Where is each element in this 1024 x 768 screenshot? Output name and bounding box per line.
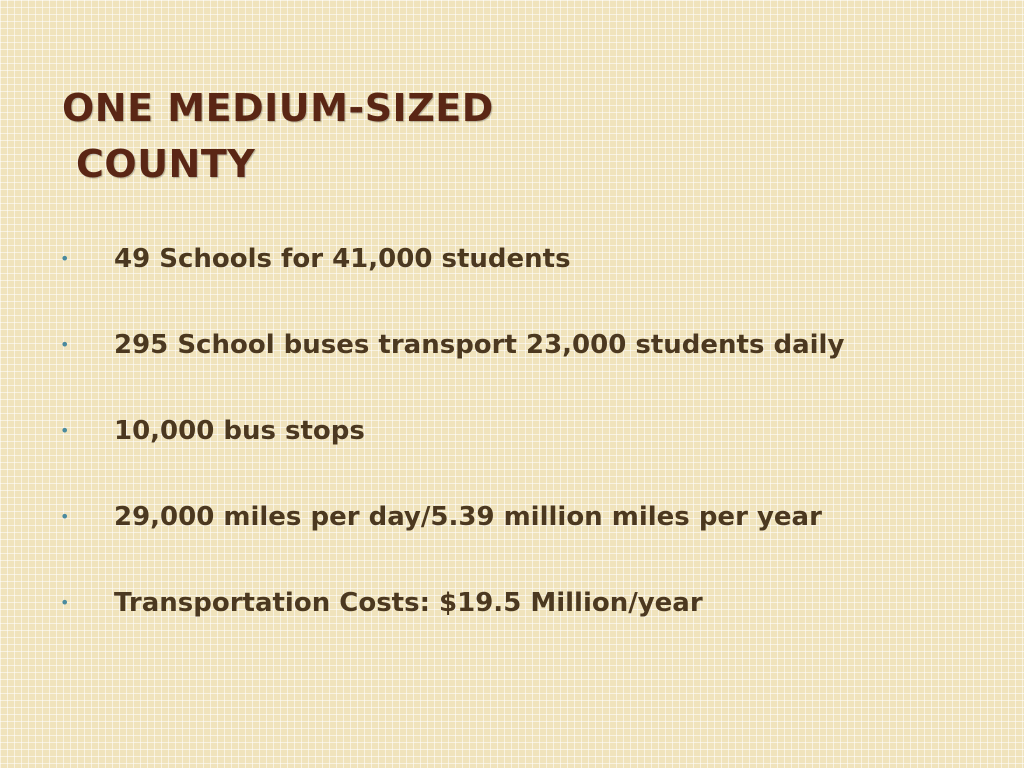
bullet-text: 29,000 miles per day/5.39 million miles per year bbox=[114, 502, 822, 532]
bullet-icon: • bbox=[60, 421, 70, 440]
bullet-list bbox=[56, 238, 844, 668]
bullet-icon: • bbox=[60, 593, 70, 612]
bullet-text: 49 Schools for 41,000 students bbox=[114, 244, 571, 274]
bullet-item bbox=[56, 324, 844, 410]
bullet-item bbox=[56, 582, 844, 668]
bullet-text: Transportation Costs: $19.5 Million/year bbox=[114, 588, 703, 618]
bullet-icon: • bbox=[60, 335, 70, 354]
bullet-icon: • bbox=[60, 507, 70, 526]
bullet-icon: • bbox=[60, 249, 70, 268]
slide-title bbox=[62, 80, 494, 192]
bullet-item bbox=[56, 496, 844, 582]
slide-title-line-2: COUNTY bbox=[76, 142, 256, 186]
slide-title-line-1: ONE MEDIUM-SIZED bbox=[62, 86, 494, 130]
bullet-text: 10,000 bus stops bbox=[114, 416, 365, 446]
bullet-item bbox=[56, 238, 844, 324]
bullet-item bbox=[56, 410, 844, 496]
bullet-text: 295 School buses transport 23,000 students daily bbox=[114, 330, 845, 360]
